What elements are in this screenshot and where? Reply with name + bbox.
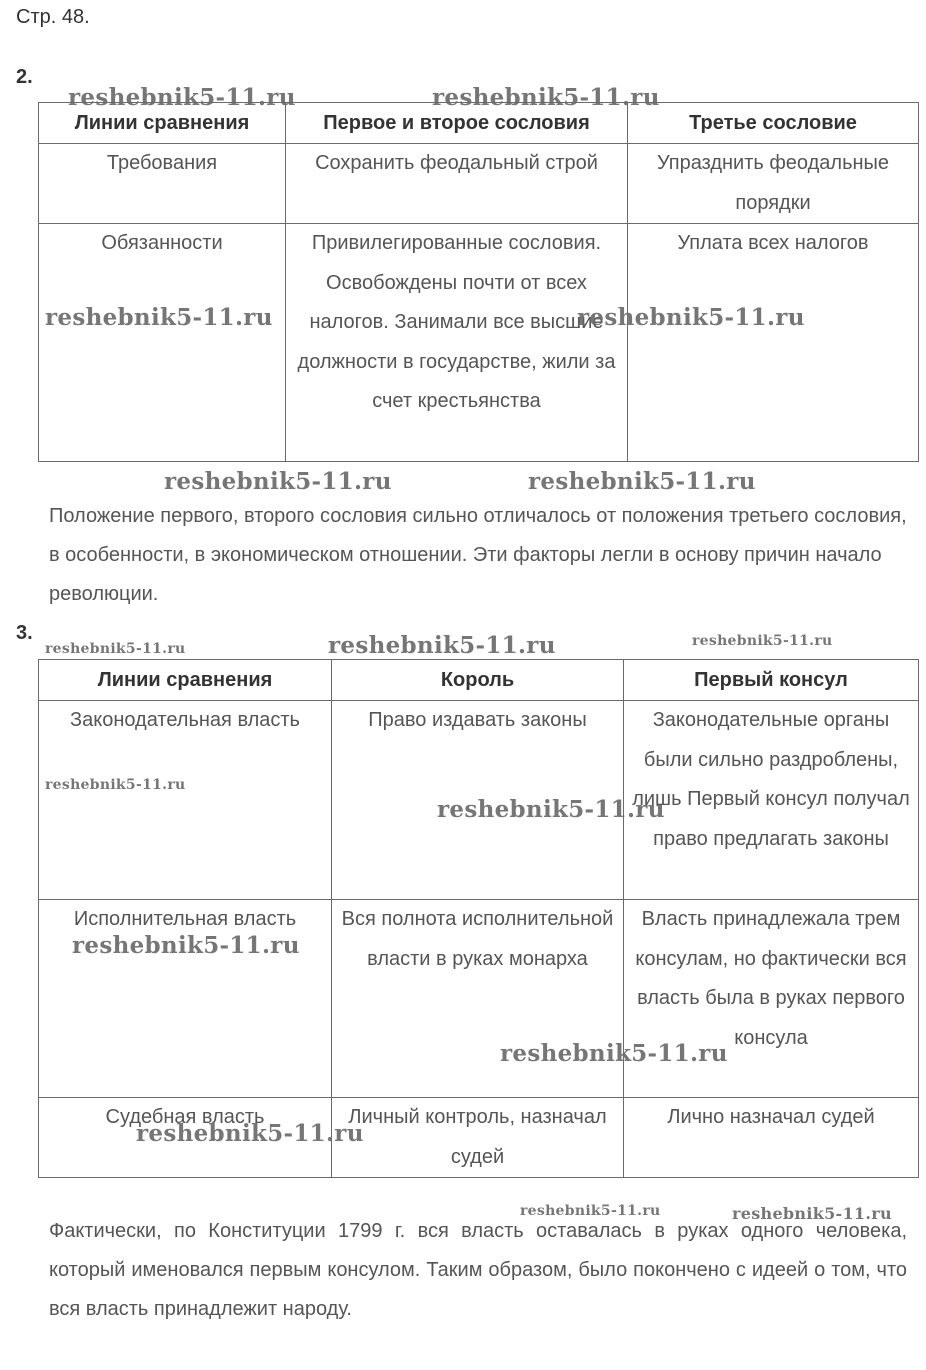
task-2-number: 2. bbox=[16, 66, 33, 88]
watermark: reshebnik5-11.ru bbox=[164, 468, 392, 495]
table-cell: Судебная власть bbox=[39, 1098, 332, 1178]
table-cell: Упразднить феодальные порядки bbox=[628, 144, 919, 224]
column-header: Первый консул bbox=[624, 660, 919, 701]
table-row bbox=[39, 900, 919, 1098]
column-header: Линии сравнения bbox=[39, 660, 332, 701]
watermark: reshebnik5-11.ru bbox=[432, 84, 660, 111]
page-title: Стр. 48. bbox=[16, 6, 90, 28]
watermark: reshebnik5-11.ru bbox=[45, 641, 186, 657]
task-3-number: 3. bbox=[16, 622, 33, 644]
watermark: reshebnik5-11.ru bbox=[328, 632, 556, 659]
table-cell: Законодательные органы были сильно раздроблены, лишь Первый консул получал право предлагать законы bbox=[624, 701, 919, 900]
column-header: Первое и второе сословия bbox=[286, 103, 628, 144]
task-3-conclusion: Фактически, по Конституции 1799 г. вся власть оставалась в руках одного человека, который именовался первым консулом. Таким образом, было покончено с идеей о том, что вся власть принадлежит народу. bbox=[49, 1220, 907, 1320]
table-power-comparison bbox=[38, 659, 919, 1178]
watermark: reshebnik5-11.ru bbox=[437, 796, 665, 823]
watermark: reshebnik5-11.ru bbox=[732, 1204, 892, 1223]
watermark: reshebnik5-11.ru bbox=[577, 304, 805, 331]
table-cell: Привилегированные сословия. Освобождены почти от всех налогов. Занимали все высшие должности в государстве, жили за счет крестьянства bbox=[286, 224, 628, 462]
table-header-row bbox=[39, 660, 919, 701]
table-estates-comparison bbox=[38, 102, 919, 462]
table-cell: Личный контроль, назначал судей bbox=[332, 1098, 624, 1178]
table-cell: Сохранить феодальный строй bbox=[286, 144, 628, 224]
watermark: reshebnik5-11.ru bbox=[45, 777, 186, 793]
watermark: reshebnik5-11.ru bbox=[45, 304, 273, 331]
table-cell: Лично назначал судей bbox=[624, 1098, 919, 1178]
table-cell: Требования bbox=[39, 144, 286, 224]
column-header: Король bbox=[332, 660, 624, 701]
table-row bbox=[39, 224, 919, 462]
table-row bbox=[39, 144, 919, 224]
table-cell: Обязанности bbox=[39, 224, 286, 462]
watermark: reshebnik5-11.ru bbox=[136, 1120, 364, 1147]
table-cell: Вся полнота исполнительной власти в руках монарха bbox=[332, 900, 624, 1098]
watermark: reshebnik5-11.ru bbox=[692, 633, 833, 649]
table-cell: Право издавать законы bbox=[332, 701, 624, 900]
watermark: reshebnik5-11.ru bbox=[528, 468, 756, 495]
table-cell: Законодательная власть bbox=[39, 701, 332, 900]
column-header: Линии сравнения bbox=[39, 103, 286, 144]
watermark: reshebnik5-11.ru bbox=[500, 1040, 728, 1067]
column-header: Третье сословие bbox=[628, 103, 919, 144]
task-2-conclusion: Положение первого, второго сословия сильно отличалось от положения третьего сословия, в особенности, в экономическом отношении. Эти факторы легли в основу причин начало революции. bbox=[49, 505, 907, 605]
watermark: reshebnik5-11.ru bbox=[520, 1203, 661, 1219]
watermark: reshebnik5-11.ru bbox=[72, 932, 300, 959]
watermark: reshebnik5-11.ru bbox=[68, 84, 296, 111]
table-cell: Исполнительная власть bbox=[39, 900, 332, 1098]
table-cell: Власть принадлежала трем консулам, но фактически вся власть была в руках первого консула bbox=[624, 900, 919, 1098]
table-cell: Уплата всех налогов bbox=[628, 224, 919, 462]
